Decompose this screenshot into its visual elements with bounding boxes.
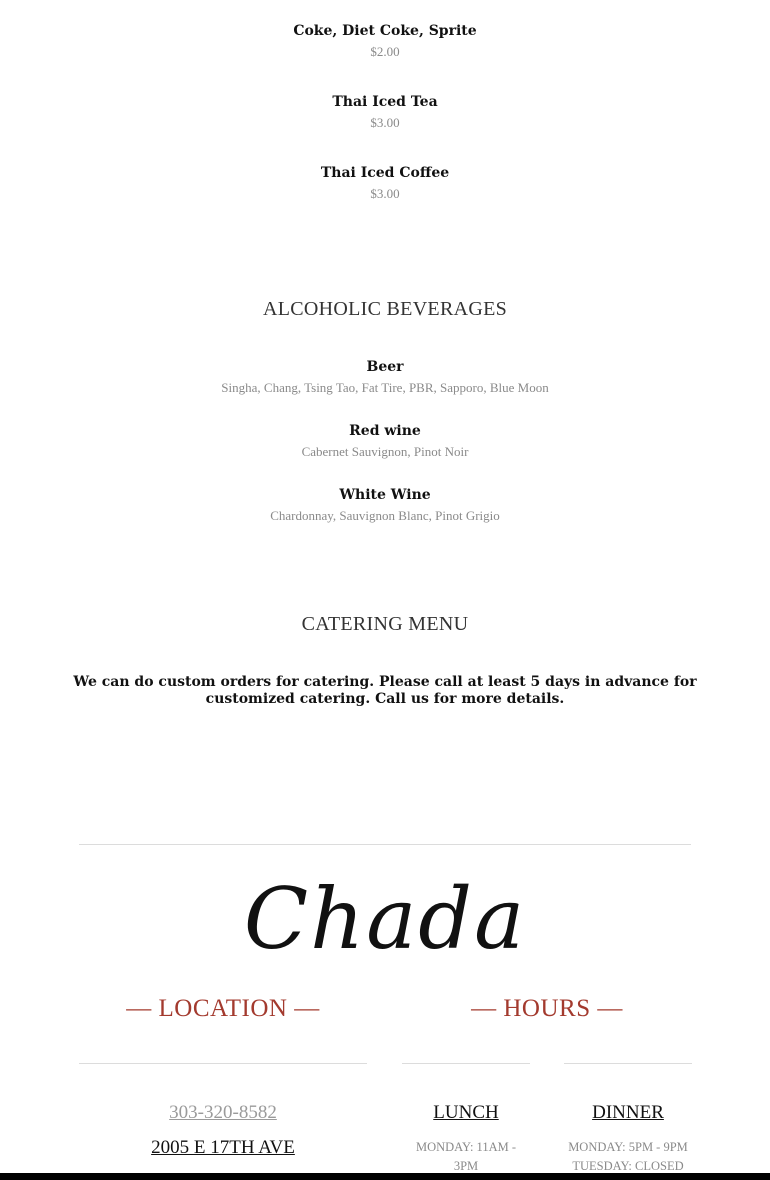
catering-description: We can do custom orders for catering. Please call at least 5 days in advance for customized catering. Call us for more details.	[73, 674, 697, 707]
menu-item-name: Thai Iced Tea	[332, 94, 438, 110]
hours-heading	[402, 995, 692, 1023]
menu-item-price: $2.00	[370, 44, 400, 59]
menu-item	[0, 164, 770, 203]
menu-item-desc: Chardonnay, Sauvignon Blanc, Pinot Grigio	[270, 508, 500, 523]
lunch-hours-line: MONDAY: 11AM -	[415, 1140, 517, 1154]
restaurant-logo: Chada	[243, 870, 527, 968]
menu-item-price: $3.00	[370, 115, 400, 130]
dash-right: —	[294, 995, 320, 1022]
dash-right: —	[597, 995, 623, 1022]
menu-item	[0, 422, 770, 461]
address-link[interactable]: 2005 E 17TH AVE	[151, 1137, 295, 1158]
menu-item-name: Red wine	[349, 423, 421, 439]
section-title-alcoholic: ALCOHOLIC BEVERAGES	[262, 298, 508, 320]
location-heading-label: LOCATION	[158, 995, 288, 1022]
menu-item-name: White Wine	[339, 487, 431, 503]
menu-item	[0, 22, 770, 61]
menu-item	[0, 358, 770, 397]
hours-heading-label: HOURS	[503, 995, 591, 1022]
menu-item-desc: Cabernet Sauvignon, Pinot Noir	[301, 444, 469, 459]
section-title-catering: CATERING MENU	[301, 613, 469, 635]
dinner-hours-line: MONDAY: 5PM - 9PM	[568, 1140, 688, 1154]
menu-item	[0, 486, 770, 525]
menu-item-name: Beer	[366, 359, 404, 375]
dash-left: —	[471, 995, 497, 1022]
lunch-hours-line: 3PM	[453, 1159, 479, 1173]
lunch-title: LUNCH	[433, 1102, 499, 1123]
location-divider	[79, 1063, 367, 1064]
dinner-hours-line: TUESDAY: CLOSED	[572, 1159, 684, 1173]
menu-item-name: Coke, Diet Coke, Sprite	[293, 23, 477, 39]
lunch-divider	[402, 1063, 530, 1064]
footer-divider	[79, 844, 691, 845]
menu-item-price: $3.00	[370, 186, 400, 201]
phone-link[interactable]: 303-320-8582	[169, 1102, 277, 1123]
dinner-divider	[564, 1063, 692, 1064]
menu-item-name: Thai Iced Coffee	[320, 165, 450, 181]
menu-item	[0, 93, 770, 132]
location-heading	[79, 995, 367, 1023]
bottom-bar	[0, 1173, 770, 1180]
dinner-title: DINNER	[592, 1102, 664, 1123]
menu-item-desc: Singha, Chang, Tsing Tao, Fat Tire, PBR, Sapporo, Blue Moon	[221, 380, 549, 395]
dash-left: —	[126, 995, 152, 1022]
